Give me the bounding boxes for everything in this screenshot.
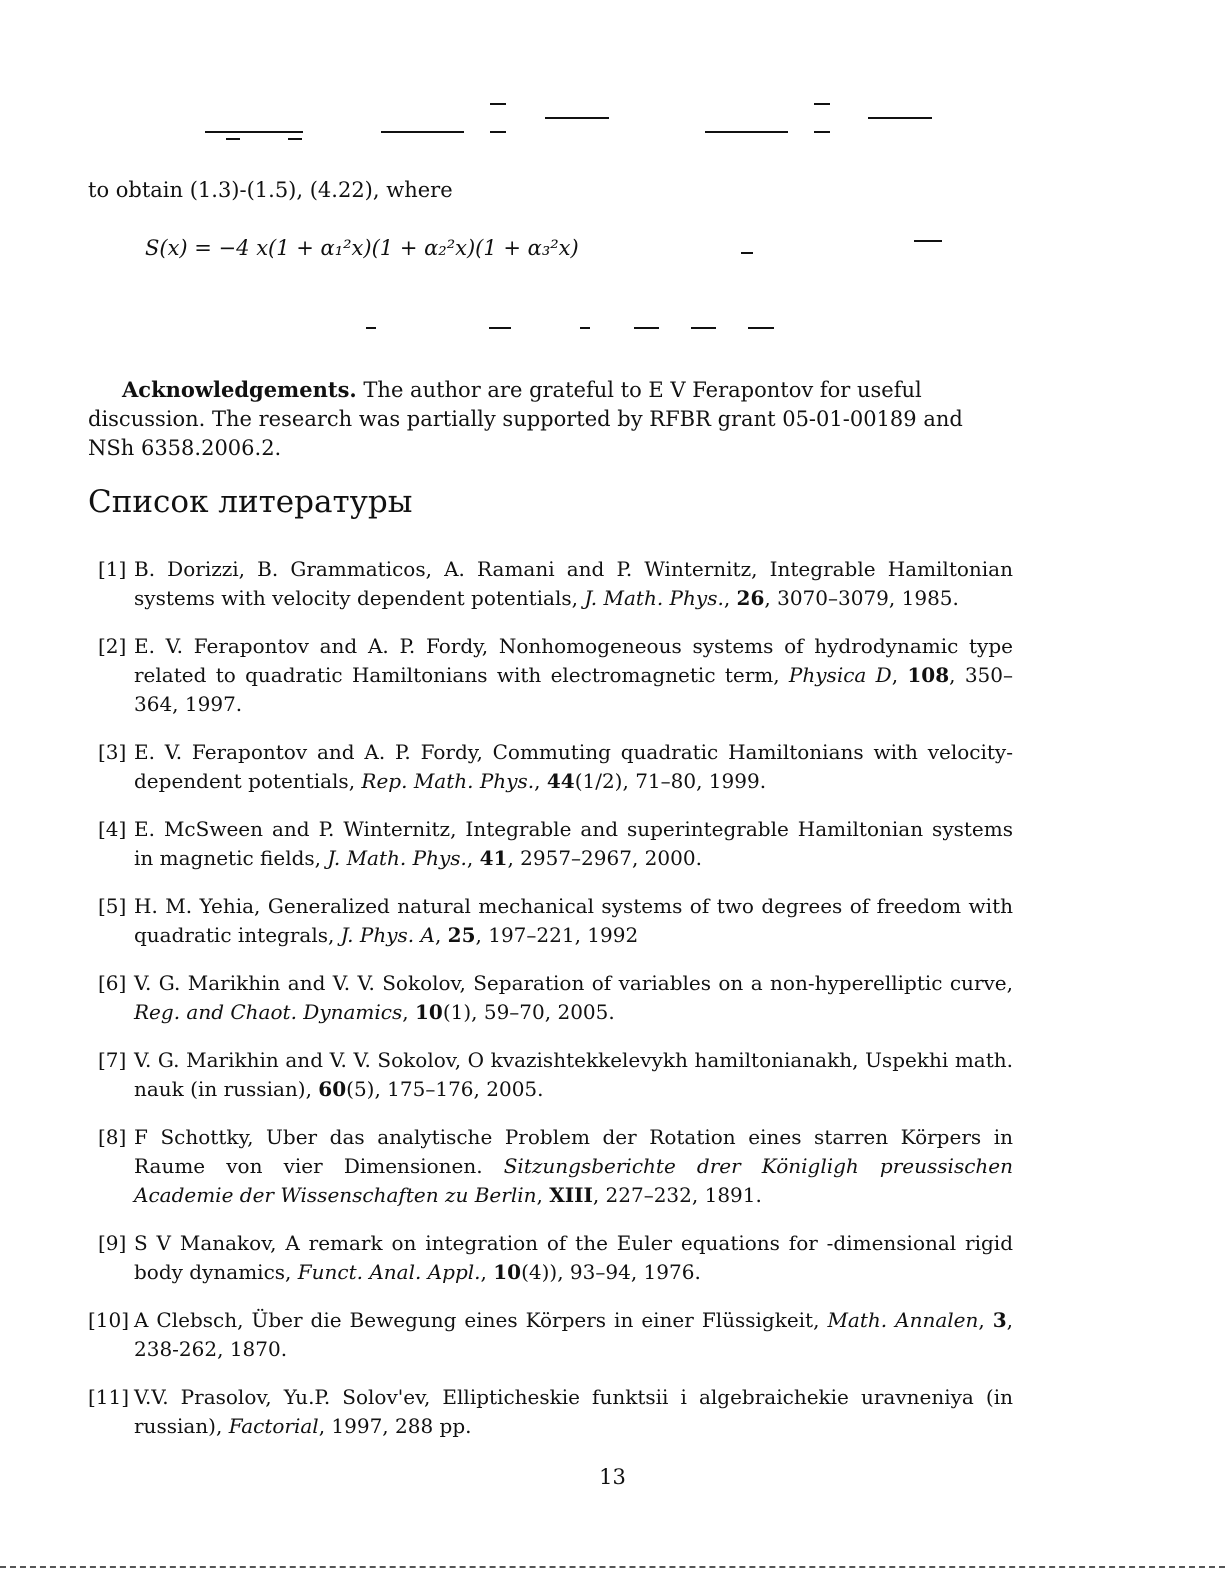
reference-item: [9] S V Manakov, A remark on integration of the Euler equations for -dimensional rigid body dynamics, Funct. Anal. Appl., 10(4)), 93–94, 1976. bbox=[98, 1231, 1013, 1284]
reference-item: [7] V. G. Marikhin and V. V. Sokolov, O kvazishtekkelevykh hamiltonianakh, Uspekhi math. nauk (in russian), 60(5), 175–176, 2005. bbox=[98, 1048, 1013, 1101]
fraction-bar bbox=[914, 240, 942, 242]
reference-item: [5] H. M. Yehia, Generalized natural mechanical systems of two degrees of freedom with quadratic integrals, J. Phys. A, 25, 197–221, 1992 bbox=[98, 894, 1013, 947]
ack-label: Acknowledgements. bbox=[122, 377, 357, 402]
fraction-bar bbox=[741, 252, 753, 254]
page-number: 13 bbox=[599, 1465, 626, 1489]
equation-s bbox=[145, 236, 579, 260]
reference-item: [11] V.V. Prasolov, Yu.P. Solov'ev, Ellipticheskie funktsii i algebraichekie uravneniya (in russian), Factorial, 1997, 288 pp. bbox=[88, 1385, 1013, 1438]
fraction-bar bbox=[814, 103, 830, 105]
reference-item: [1] B. Dorizzi, B. Grammaticos, A. Ramani and P. Winternitz, Integrable Hamiltonian systems with velocity dependent potentials, J. Math. Phys., 26, 3070–3079, 1985. bbox=[98, 557, 1013, 610]
reference-list bbox=[88, 555, 1013, 1460]
fraction-bar bbox=[814, 131, 830, 133]
reference-item: [10] A Clebsch, Über die Bewegung eines Körpers in einer Flüssigkeit, Math. Annalen, 3, 238-262, 1870. bbox=[88, 1308, 1014, 1361]
reference-item: [6] V. G. Marikhin and V. V. Sokolov, Separation of variables on a non-hyperelliptic curve, Reg. and Chaot. Dynamics, 10(1), 59–70, 2005. bbox=[98, 971, 1013, 1024]
fraction-bar bbox=[634, 327, 659, 329]
fraction-bar bbox=[748, 327, 774, 329]
fraction-bar bbox=[366, 327, 376, 329]
fraction-bar bbox=[490, 103, 506, 105]
fraction-bar bbox=[868, 117, 932, 119]
fraction-bar bbox=[580, 327, 590, 329]
fraction-bar bbox=[226, 138, 240, 140]
fraction-bar bbox=[288, 138, 302, 140]
intro-line: to obtain (1.3)-(1.5), (4.22), where bbox=[88, 178, 453, 202]
fraction-bar bbox=[490, 131, 506, 133]
page-bottom-divider bbox=[0, 1566, 1225, 1568]
fraction-bar bbox=[705, 131, 788, 133]
fraction-bar bbox=[691, 327, 716, 329]
reference-item: [3] E. V. Ferapontov and A. P. Fordy, Commuting quadratic Hamiltonians with velocity-dependent potentials, Rep. Math. Phys., 44(1/2), 71–80, 1999. bbox=[98, 740, 1013, 793]
reference-item: [4] E. McSween and P. Winternitz, Integrable and superintegrable Hamiltonian systems in magnetic fields, J. Math. Phys., 41, 2957–2967, 2000. bbox=[98, 817, 1013, 870]
ack-text: The author are grateful to E V Ferapontov for useful discussion. The research was partially supported by RFBR grant 05-01-00189 and NSh 6358.2006.2. bbox=[88, 378, 963, 460]
fraction-bar bbox=[381, 131, 464, 133]
fraction-bar bbox=[545, 117, 609, 119]
equation-text: S(x) = −4 x(1 + α₁²x)(1 + α₂²x)(1 + α₃²x) bbox=[145, 236, 579, 260]
reference-item: [2] E. V. Ferapontov and A. P. Fordy, Nonhomogeneous systems of hydrodynamic type related to quadratic Hamiltonians with electromagnetic term, Physica D, 108, 350–364, 1997. bbox=[98, 634, 1013, 716]
fraction-bar bbox=[489, 327, 511, 329]
reference-item: [8] F Schottky, Uber das analytische Problem der Rotation eines starren Körpers in Raume von vier Dimensionen. Sitzungsberichte drer Königligh preussischen Academie der Wissenschaften zu Berlin, XIII, 227–232, 1891. bbox=[98, 1125, 1014, 1207]
fraction-bar bbox=[205, 131, 303, 133]
references-heading: Список литературы bbox=[88, 484, 413, 520]
acknowledgements bbox=[88, 375, 1013, 463]
